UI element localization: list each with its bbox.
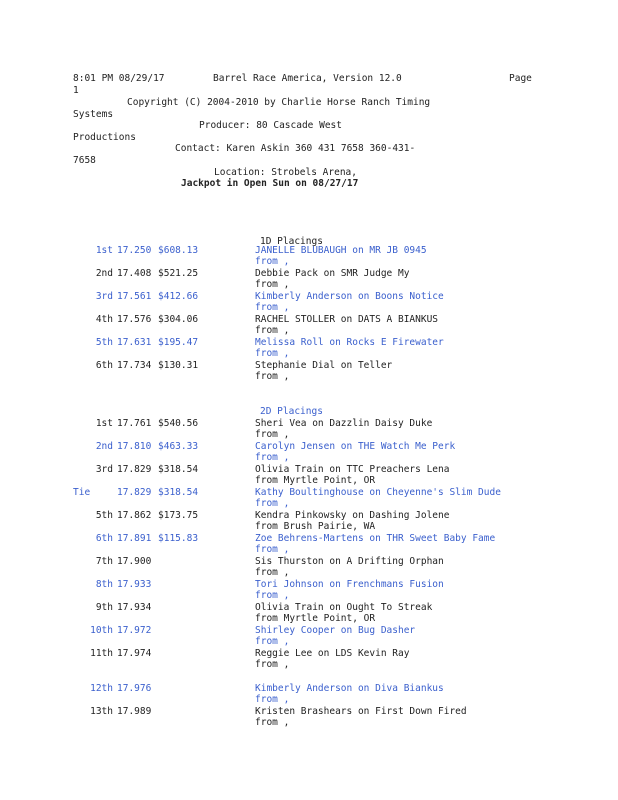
placing-rank: 1st <box>95 418 113 429</box>
rider-and-horse: Zoe Behrens-Martens on THR Sweet Baby Fame <box>255 533 496 544</box>
placing-payout: $540.56 <box>158 418 199 429</box>
placing-payout: $173.75 <box>158 510 199 521</box>
placing-row <box>0 579 618 602</box>
placing-time: 17.934 <box>117 602 152 613</box>
placing-row <box>0 602 618 625</box>
rider-and-horse: Kimberly Anderson on Boons Notice <box>255 291 444 302</box>
rider-hometown: from , <box>255 256 290 267</box>
placing-rank: 11th <box>90 648 113 659</box>
placing-time: 17.900 <box>117 556 152 567</box>
rider-hometown: from , <box>255 302 290 313</box>
placing-time: 17.933 <box>117 579 152 590</box>
placing-payout: $195.47 <box>158 337 199 348</box>
rider-and-horse: RACHEL STOLLER on DATS A BIANKUS <box>255 314 439 325</box>
page-label: Page <box>509 73 532 84</box>
placing-time: 17.891 <box>117 533 152 544</box>
placing-payout: $521.25 <box>158 268 199 279</box>
placing-rank: 2nd <box>95 268 113 279</box>
copyright-wrap: Systems <box>73 109 114 120</box>
placing-rank: 8th <box>95 579 113 590</box>
rider-and-horse: Melissa Roll on Rocks E Firewater <box>255 337 444 348</box>
placing-rank: 6th <box>95 533 113 544</box>
placing-time: 17.974 <box>117 648 152 659</box>
placing-row <box>0 418 618 441</box>
placing-row <box>0 487 618 510</box>
rider-and-horse: Reggie Lee on LDS Kevin Ray <box>255 648 410 659</box>
rider-hometown: from Brush Pairie, WA <box>255 521 376 532</box>
rider-hometown: from Myrtle Point, OR <box>255 475 376 486</box>
rider-hometown: from , <box>255 348 290 359</box>
copyright-line: Copyright (C) 2004-2010 by Charlie Horse Ranch Timing <box>127 97 431 108</box>
placing-time: 17.408 <box>117 268 152 279</box>
contact-line: Contact: Karen Askin 360 431 7658 360-431- <box>175 143 416 154</box>
placing-row <box>0 291 618 314</box>
rider-and-horse: Kimberly Anderson on Diva Biankus <box>255 683 444 694</box>
rider-hometown: from , <box>255 590 290 601</box>
placing-time: 17.576 <box>117 314 152 325</box>
placing-rank: 2nd <box>95 441 113 452</box>
placing-rank: 10th <box>90 625 113 636</box>
rider-and-horse: Carolyn Jensen on THE Watch Me Perk <box>255 441 456 452</box>
rider-hometown: from , <box>255 636 290 647</box>
rider-and-horse: JANELLE BLUBAUGH on MR JB 0945 <box>255 245 427 256</box>
placing-rank: 5th <box>95 510 113 521</box>
placing-row <box>0 706 618 729</box>
placing-rank: 6th <box>95 360 113 371</box>
placing-time: 17.829 <box>117 487 152 498</box>
rider-and-horse: Olivia Train on TTC Preachers Lena <box>255 464 450 475</box>
rider-and-horse: Tori Johnson on Frenchmans Fusion <box>255 579 444 590</box>
placing-payout: $318.54 <box>158 487 199 498</box>
placing-time: 17.862 <box>117 510 152 521</box>
placing-row <box>0 533 618 556</box>
rider-hometown: from , <box>255 452 290 463</box>
rider-and-horse: Stephanie Dial on Teller <box>255 360 393 371</box>
placing-row <box>0 556 618 579</box>
placing-rank: 13th <box>90 706 113 717</box>
rider-hometown: from , <box>255 371 290 382</box>
rider-hometown: from , <box>255 659 290 670</box>
producer-wrap: Productions <box>73 132 136 143</box>
division-title-2d: 2D Placings <box>260 406 323 417</box>
program-title: Barrel Race America, Version 12.0 <box>213 73 402 84</box>
placing-payout: $304.06 <box>158 314 199 325</box>
placing-payout: $115.83 <box>158 533 199 544</box>
rider-and-horse: Kristen Brashears on First Down Fired <box>255 706 467 717</box>
placing-time: 17.829 <box>117 464 152 475</box>
placing-rank: 3rd <box>95 291 113 302</box>
contact-wrap: 7658 <box>73 155 96 166</box>
placing-time: 17.561 <box>117 291 152 302</box>
placing-payout: $318.54 <box>158 464 199 475</box>
placing-row <box>0 245 618 268</box>
placing-row <box>0 464 618 487</box>
placing-row <box>0 360 618 383</box>
rider-hometown: from , <box>255 544 290 555</box>
placing-row <box>0 441 618 464</box>
rider-and-horse: Olivia Train on Ought To Streak <box>255 602 433 613</box>
placing-row <box>0 337 618 360</box>
rider-and-horse: Shirley Cooper on Bug Dasher <box>255 625 416 636</box>
placing-rank: Tie <box>73 487 91 498</box>
placing-time: 17.976 <box>117 683 152 694</box>
placing-payout: $130.31 <box>158 360 199 371</box>
placing-time: 17.761 <box>117 418 152 429</box>
rider-and-horse: Sis Thurston on A Drifting Orphan <box>255 556 444 567</box>
placing-payout: $608.13 <box>158 245 199 256</box>
placing-row <box>0 510 618 533</box>
placing-row <box>0 683 618 706</box>
placing-rank: 1st <box>95 245 113 256</box>
rider-hometown: from , <box>255 694 290 705</box>
rider-hometown: from Myrtle Point, OR <box>255 613 376 624</box>
report-time: 8:01 PM 08/29/17 <box>73 73 165 84</box>
placing-rank: 3rd <box>95 464 113 475</box>
placing-rank: 12th <box>90 683 113 694</box>
placing-time: 17.734 <box>117 360 152 371</box>
rider-hometown: from , <box>255 498 290 509</box>
rider-and-horse: Debbie Pack on SMR Judge My <box>255 268 410 279</box>
placing-rank: 9th <box>95 602 113 613</box>
placing-time: 17.810 <box>117 441 152 452</box>
rider-hometown: from , <box>255 325 290 336</box>
producer-line: Producer: 80 Cascade West <box>199 120 342 131</box>
rider-hometown: from , <box>255 717 290 728</box>
placing-time: 17.631 <box>117 337 152 348</box>
rider-hometown: from , <box>255 567 290 578</box>
placing-row <box>0 648 618 671</box>
placing-payout: $412.66 <box>158 291 199 302</box>
page-number: 1 <box>73 85 79 96</box>
placing-rank: 7th <box>95 556 113 567</box>
placing-payout: $463.33 <box>158 441 199 452</box>
placing-row <box>0 314 618 337</box>
event-title: Jackpot in Open Sun on 08/27/17 <box>181 178 359 189</box>
location-line: Location: Strobels Arena, <box>214 167 357 178</box>
rider-hometown: from , <box>255 429 290 440</box>
placing-rank: 4th <box>95 314 113 325</box>
placing-rank: 5th <box>95 337 113 348</box>
placing-row <box>0 268 618 291</box>
placing-row <box>0 625 618 648</box>
rider-and-horse: Kathy Boultinghouse on Cheyenne's Slim Dude <box>255 487 501 498</box>
division-title-1d: 1D Placings <box>260 236 323 247</box>
placing-time: 17.989 <box>117 706 152 717</box>
placing-time: 17.250 <box>117 245 152 256</box>
rider-and-horse: Kendra Pinkowsky on Dashing Jolene <box>255 510 450 521</box>
rider-hometown: from , <box>255 279 290 290</box>
placing-time: 17.972 <box>117 625 152 636</box>
rider-and-horse: Sheri Vea on Dazzlin Daisy Duke <box>255 418 433 429</box>
